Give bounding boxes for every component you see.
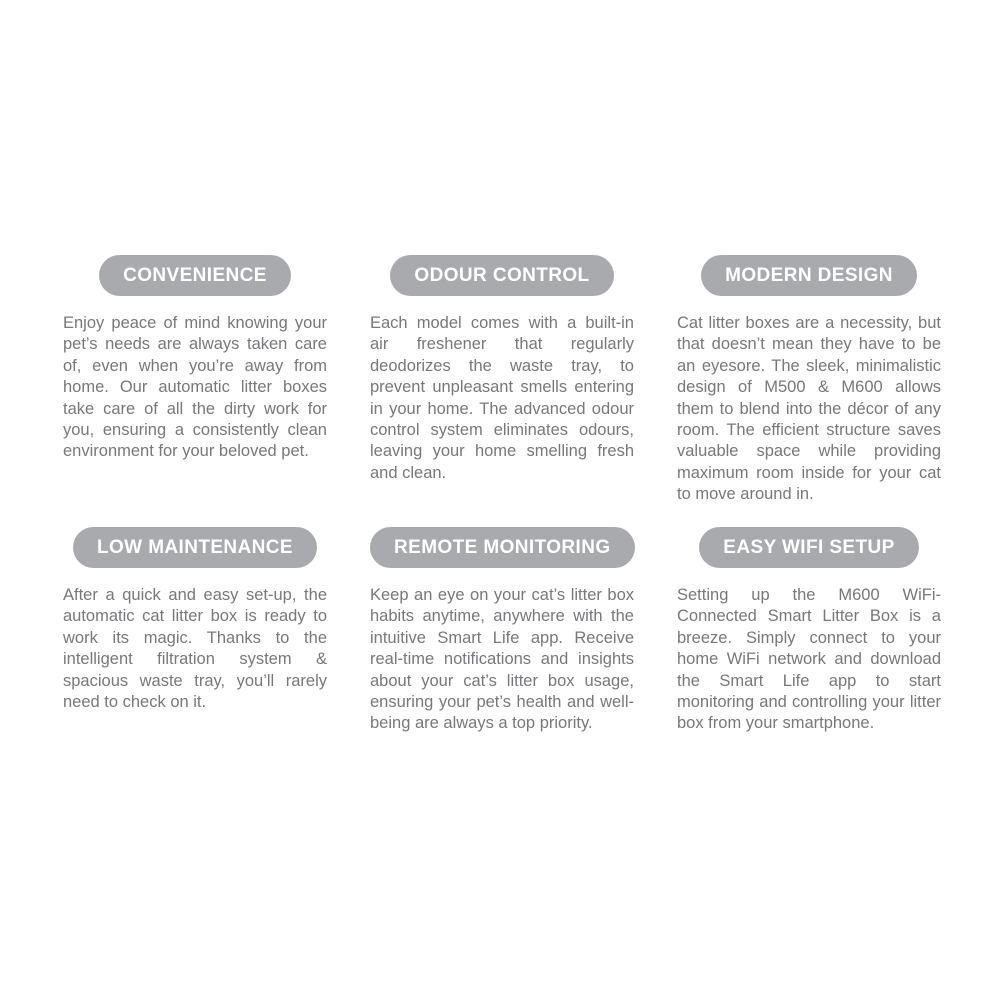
feature-title-pill: REMOTE MONITORING [370, 527, 635, 568]
feature-body-text: Enjoy peace of mind knowing your pet’s needs are always taken care of, even when you’re away from home. Our automatic litter boxes take care of all the dirty work for you, ensuring a consistently clean environment for your beloved pet. [63, 314, 327, 461]
feature-card-odour-control [370, 255, 634, 527]
feature-card-low-maintenance [63, 527, 327, 751]
feature-pill-wrap [677, 527, 941, 568]
features-grid [63, 255, 941, 751]
feature-title-pill: CONVENIENCE [99, 255, 291, 296]
feature-pill-wrap [677, 255, 941, 296]
feature-pill-wrap [63, 255, 327, 296]
feature-pill-wrap [63, 527, 327, 568]
feature-card-convenience [63, 255, 327, 527]
feature-card-remote-monitoring [370, 527, 634, 751]
feature-pill-wrap [370, 527, 634, 568]
feature-title-pill: LOW MAINTENANCE [73, 527, 317, 568]
feature-body-text: Cat litter boxes are a necessity, but that doesn’t mean they have to be an eyesore. The sleek, minimalistic design of M500 & M600 allows them to blend into the décor of any room. The efficient structure saves valuable space while providing maximum room inside for your cat to move around in. [677, 314, 941, 504]
feature-title-pill: EASY WIFI SETUP [699, 527, 918, 568]
feature-pill-wrap [370, 255, 634, 296]
feature-body-text: Each model comes with a built-in air freshener that regularly deodorizes the waste tray, to prevent unpleasant smells entering in your home. The advanced odour control system eliminates odours, leaving your home smelling fresh and clean. [370, 314, 634, 482]
feature-card-modern-design [677, 255, 941, 527]
feature-body-text: Keep an eye on your cat’s litter box habits anytime, anywhere with the intuitive Smart Life app. Receive real-time notifications and insights about your cat’s litter box usage, ensuring your pet’s health and well-being are always a top priority. [370, 586, 634, 733]
feature-body-text: Setting up the M600 WiFi-Connected Smart Litter Box is a breeze. Simply connect to your home WiFi network and download the Smart Life app to start monitoring and controlling your litter box from your smartphone. [677, 586, 941, 733]
feature-body-text: After a quick and easy set-up, the automatic cat litter box is ready to work its magic. Thanks to the intelligent filtration system & spacious waste tray, you’ll rarely need to check on it. [63, 586, 327, 712]
feature-title-pill: ODOUR CONTROL [390, 255, 613, 296]
feature-title-pill: MODERN DESIGN [701, 255, 917, 296]
feature-card-easy-wifi-setup [677, 527, 941, 751]
